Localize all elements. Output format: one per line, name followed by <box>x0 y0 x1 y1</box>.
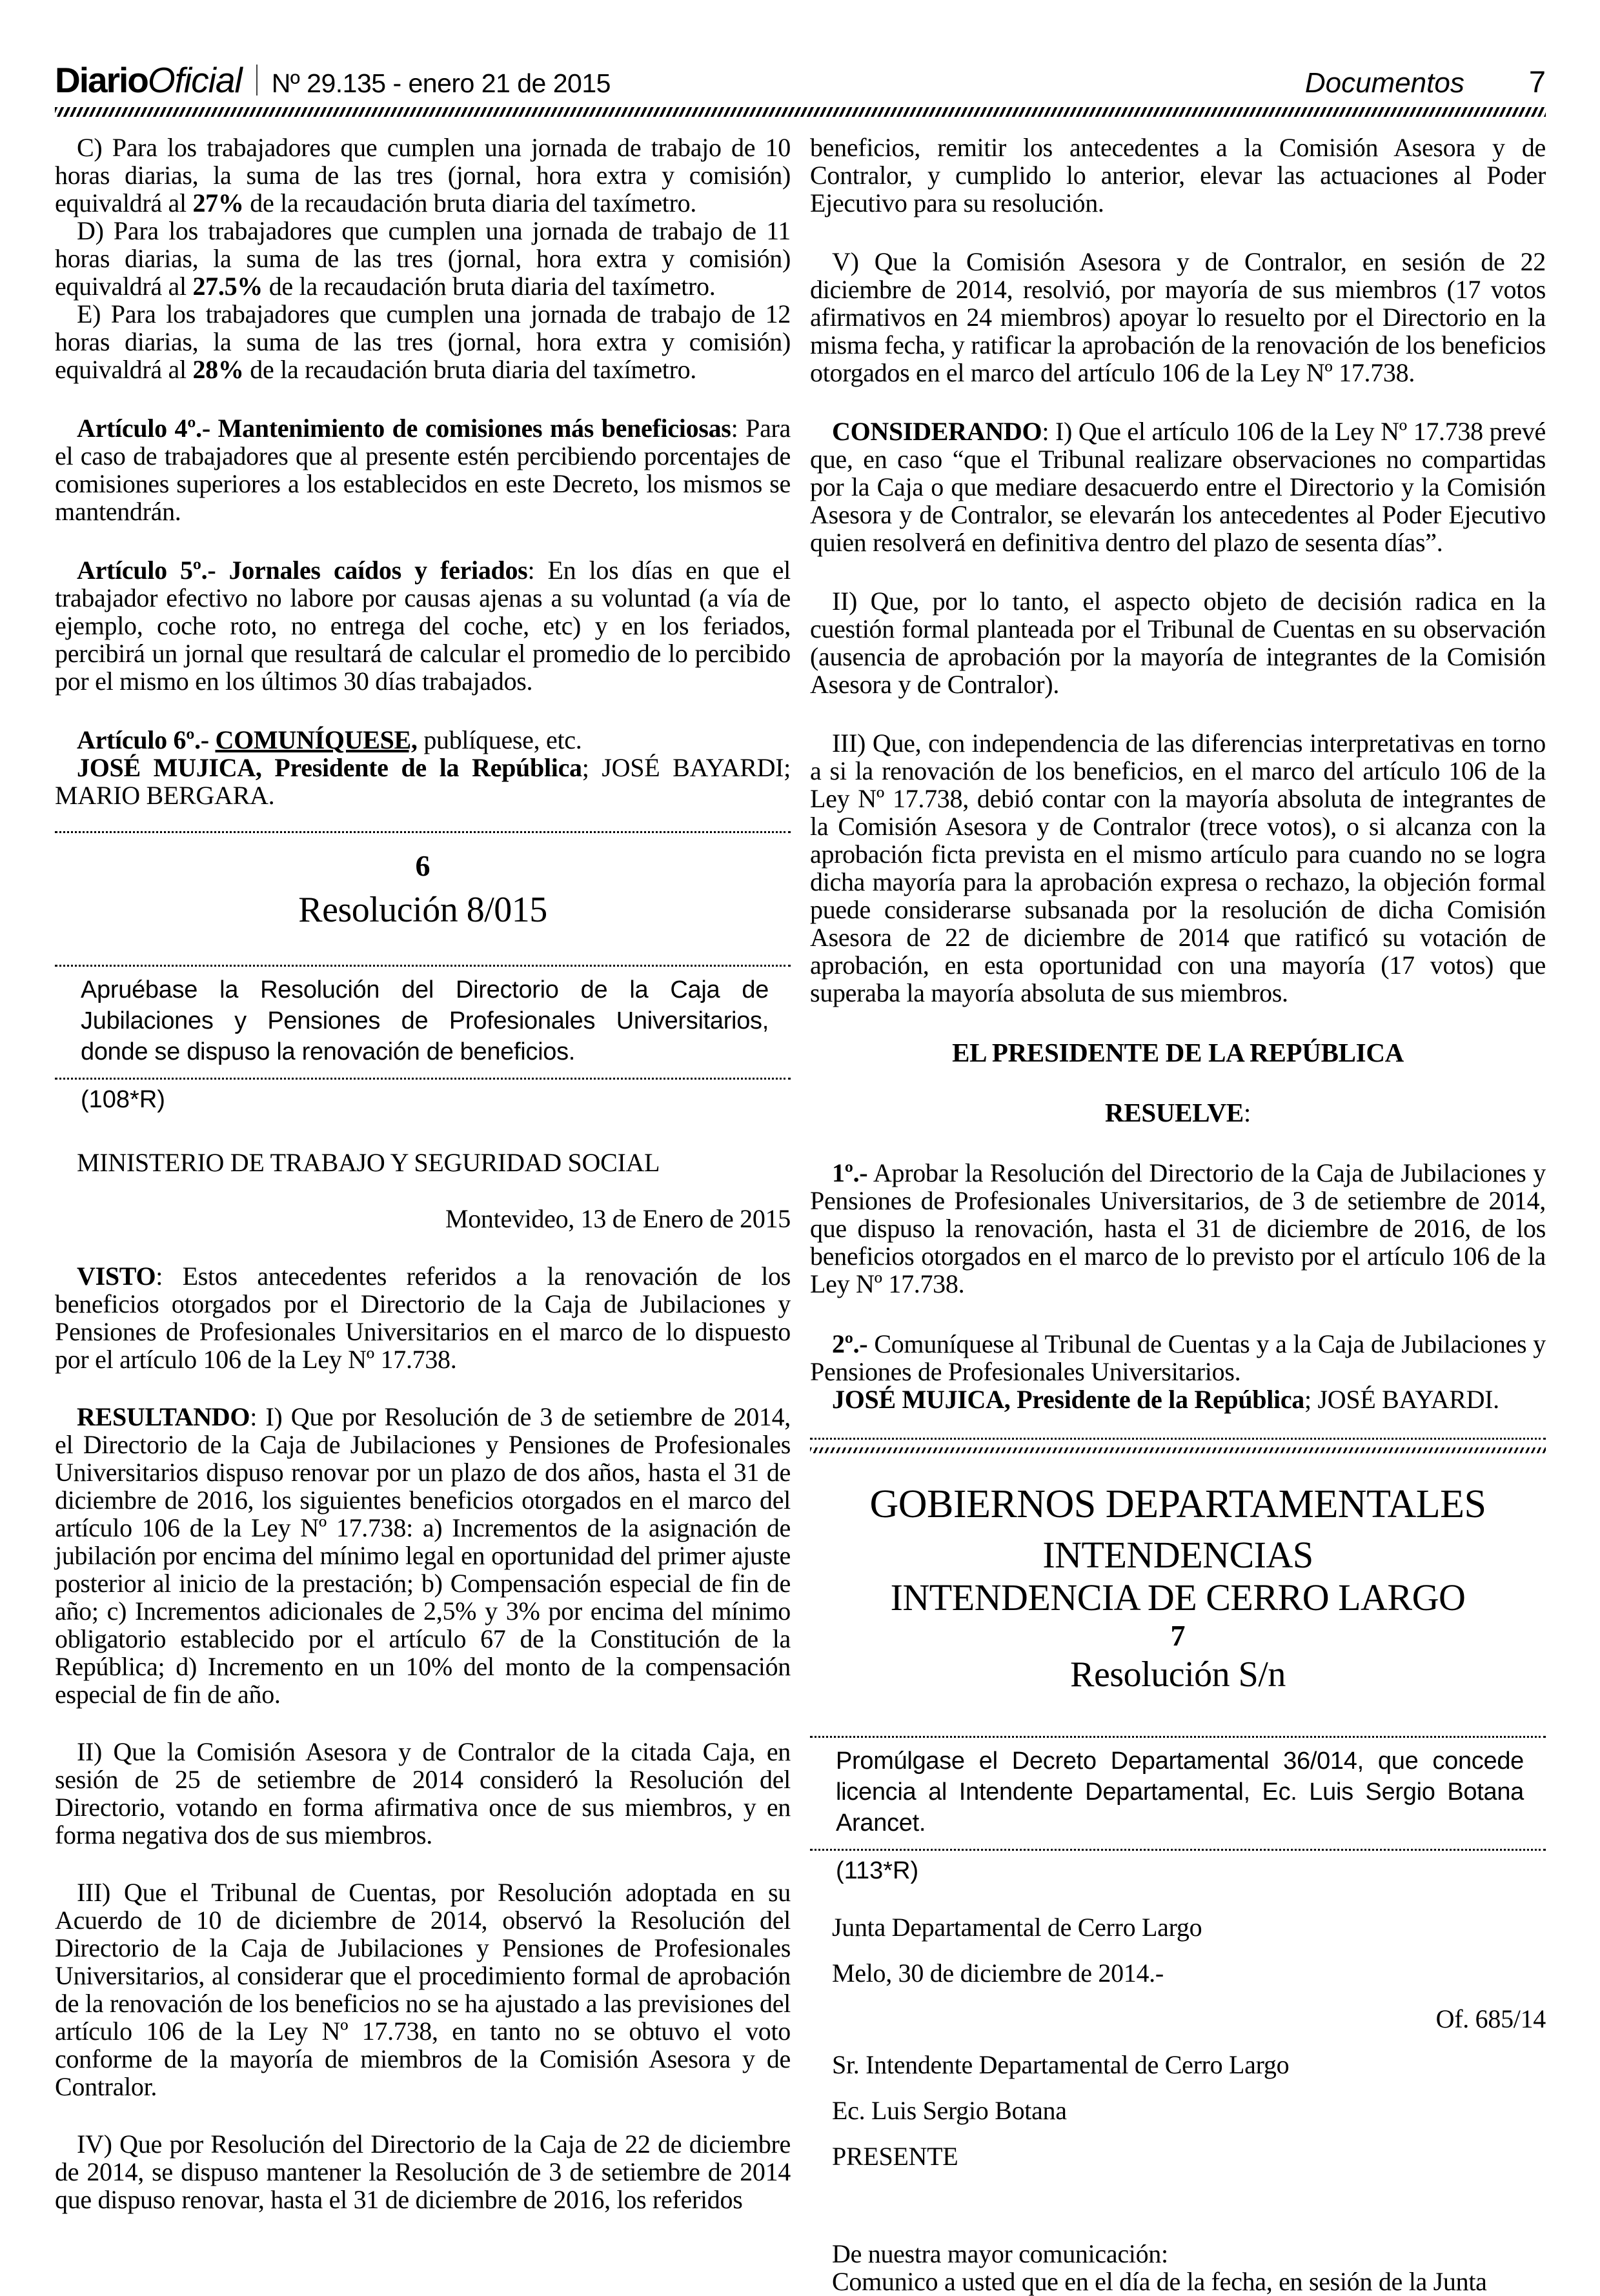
page-number: 7 <box>1528 65 1546 99</box>
masthead-bold: Diario <box>55 60 148 100</box>
continuation-paragraph: beneficios, remitir los antecedentes a la Comisión Asesora y de Contralor, y cumplido lo anterior, elevar las actuaciones al Poder Ejecutivo para su resolución. <box>810 133 1546 217</box>
letter-junta-line: Junta Departamental de Cerro Largo <box>832 1913 1202 1942</box>
resolution-title: Resolución 8/015 <box>298 890 547 930</box>
dateline: Montevideo, 13 de Enero de 2015 <box>445 1204 791 1233</box>
masthead-logo <box>55 59 242 101</box>
cerro-largo-heading: INTENDENCIA DE CERRO LARGO <box>890 1576 1466 1618</box>
considerando-ii-paragraph: II) Que, por lo tanto, el aspecto objeto de decisión radica en la cuestión formal planteada por el Tribunal de Cuentas en su observación (ausencia de aprobación por la mayoría de integrantes de la Comisión Asesora y de Contralor). <box>810 587 1546 699</box>
dotted-separator <box>55 831 791 833</box>
header-right <box>1305 64 1546 99</box>
letter-addressee-line: Sr. Intendente Departamental de Cerro Largo <box>832 2050 1290 2079</box>
issue-number: Nº 29.135 - enero 21 de 2015 <box>271 68 611 98</box>
article-4-paragraph: Artículo 4º.- Mantenimiento de comisiones más beneficiosas: Para el caso de trabajadores que al presente estén percibiendo porcentajes de comisiones superiores a los establecidos en este Decreto, los mismos se mantendrán. <box>55 414 791 526</box>
reference-code: (113*R) <box>836 1857 919 1884</box>
resolution-number: 6 <box>415 849 430 882</box>
summary-box: Apruébase la Resolución del Directorio de la Caja de Jubilaciones y Pensiones de Profesionales Universitarios, donde se dispuso la renovación de beneficios. <box>55 965 791 1080</box>
header-hatch-rule <box>55 107 1546 117</box>
resultando-paragraph: RESULTANDO: I) Que por Resolución de 3 de setiembre de 2014, el Directorio de la Caja de Jubilaciones y Pensiones de Profesionales Universitarios dispuso renovar por un plazo de dos años, hasta el 31 de diciembre de 2016, los siguientes beneficios otorgados en el marco del artículo 106 de la Ley Nº 17.738: a) Incrementos de la asignación de jubilación por encima del mínimo legal en oportunidad del primer ajuste posterior al inicio de la prestación; b) Compensación especial de fin de año; c) Incrementos adicionales de 2,5% y 3% por encima del mínimo obligatorio establecido por el artículo 67 de la Constitución de la República; d) Incremento en un 10% del monto de la compensación especial de fin de año. <box>55 1402 791 1709</box>
item-e-paragraph: E) Para los trabajadores que cumplen una jornada de trabajo de 12 horas diarias, la suma de las tres (jornal, hora extra y comisión) equivaldrá al 28% de la recaudación bruta diaria del taxímetro. <box>55 299 791 384</box>
gov-departamentales-heading: GOBIERNOS DEPARTAMENTALES <box>869 1482 1486 1526</box>
left-column <box>55 134 791 2295</box>
letter-body-line: Comunico a usted que en el día de la fecha, en sesión de la Junta <box>832 2267 1487 2296</box>
resolution-title: Resolución S/n <box>1070 1655 1286 1695</box>
ministry-line: MINISTERIO DE TRABAJO Y SEGURIDAD SOCIAL <box>77 1148 660 1177</box>
right-column <box>810 134 1546 2295</box>
header-divider-bar <box>256 65 258 96</box>
letter-salutation-line: De nuestra mayor comunicación: <box>832 2239 1168 2268</box>
considerando-paragraph: CONSIDERANDO: I) Que el artículo 106 de la Ley Nº 17.738 prevé que, en caso “que el Tribunal realizare observaciones no compartidas por la Caja o que mediare desacuerdo entre el Directorio y la Comisión Asesora y de Contralor, se elevarán los antecedentes al Poder Ejecutivo quien resolverá en definitiva dentro del plazo de sesenta días”. <box>810 417 1546 557</box>
letter-presente-line: PRESENTE <box>832 2142 958 2171</box>
resuelve-2-paragraph: 2º.- Comuníquese al Tribunal de Cuentas y a la Caja de Jubilaciones y Pensiones de Profesionales Universitarios. <box>810 1329 1546 1386</box>
resultando-ii-paragraph: II) Que la Comisión Asesora y de Contralor de la citada Caja, en sesión de 25 de setiembre de 2014 consideró la Resolución del Directorio, votando en forma afirmativa once de sus miembros, y en forma negativa dos de sus miembros. <box>55 1737 791 1849</box>
item-c-paragraph: C) Para los trabajadores que cumplen una jornada de trabajo de 10 horas diarias, la suma de las tres (jornal, hora extra y comisión) equivaldrá al 27% de la recaudación bruta diaria del taxímetro. <box>55 133 791 217</box>
hatch-separator <box>810 1447 1546 1453</box>
letter-place-date-line: Melo, 30 de diciembre de 2014.- <box>832 1959 1164 1988</box>
resuelve-heading: RESUELVE: <box>1105 1098 1251 1127</box>
letter-oficio-number: Of. 685/14 <box>1435 2004 1546 2033</box>
resultando-iii-paragraph: III) Que el Tribunal de Cuentas, por Resolución adoptada en su Acuerdo de 10 de diciembre de 2014, observó la Resolución del Directorio de la Caja de Jubilaciones y Pensiones de Profesionales Universitarios, al considerar que el procedimiento formal de aprobación de la renovación de los beneficios no se ha ajustado a las previsiones del artículo 106 de la Ley Nº 17.738, en tanto no se obtuvo el voto conforme de la mayoría de miembros de la Comisión Asesora y de Contralor. <box>55 1878 791 2101</box>
page-header <box>55 59 1546 101</box>
masthead-italic: Oficial <box>147 60 242 100</box>
visto-paragraph: VISTO: Estos antecedentes referidos a la renovación de los beneficios otorgados por el Directorio de la Caja de Jubilaciones y Pensiones de Profesionales Universitarios en el marco de lo dispuesto por el artículo 106 de la Ley Nº 17.738. <box>55 1262 791 1374</box>
considerando-iii-paragraph: III) Que, con independencia de las diferencias interpretativas en torno a si la renovación de los beneficios, en el marco del artículo 106 de la Ley Nº 17.738, debió contar con la mayoría absoluta de integrantes de la Comisión Asesora y de Contralor (trece votos), o si alcanza con la aprobación ficta prevista en el mismo artículo para cuando no se logra dicha mayoría para la aprobación expresa o rechazo, la objeción formal puede considerarse subsanada por la resolución de dicha Comisión Asesora de 22 de diciembre de 2014 que ratificó su votación de aprobación, en esta oportunidad con una mayoría (17 votos) que superaba la mayoría absoluta de sus miembros. <box>810 729 1546 1007</box>
article-5-paragraph: Artículo 5º.- Jornales caídos y feriados: En los días en que el trabajador efectivo no labore por causas ajenas a su voluntad (a vía de ejemplo, coche roto, no entrega del coche, etc) y en los feriados, percibirá un jornal que resultará de calcular el promedio de lo percibido por el mismo en los últimos 30 días trabajados. <box>55 556 791 696</box>
dotted-separator <box>810 1438 1546 1440</box>
resolution-number: 7 <box>1170 1619 1186 1652</box>
letter-name-line: Ec. Luis Sergio Botana <box>832 2096 1067 2125</box>
item-d-paragraph: D) Para los trabajadores que cumplen una jornada de trabajo de 11 horas diarias, la suma de las tres (jornal, hora extra y comisión) equivaldrá al 27.5% de la recaudación bruta diaria del taxímetro. <box>55 216 791 301</box>
section-label: Documentos <box>1304 67 1464 99</box>
signature-line: JOSÉ MUJICA, Presidente de la República; JOSÉ BAYARDI. <box>832 1385 1499 1414</box>
resultando-iv-paragraph: IV) Que por Resolución del Directorio de la Caja de 22 de diciembre de 2014, se dispuso mantener la Resolución de 3 de setiembre de 2014 que dispuso renovar, hasta el 31 de diciembre de 2016, los referidos <box>55 2130 791 2214</box>
resuelve-1-paragraph: 1º.- Aprobar la Resolución del Directorio de la Caja de Jubilaciones y Pensiones de Profesionales Universitarios, de 3 de setiembre de 2014, que dispuso la renovación, hasta el 31 de diciembre de 2016, de los beneficios otorgados en el marco de lo previsto por el artículo 106 de la Ley Nº 17.738. <box>810 1158 1546 1298</box>
summary-box: Promúlgase el Decreto Departamental 36/014, que concede licencia al Intendente Departamental, Ec. Luis Sergio Botana Arancet. <box>810 1736 1546 1851</box>
intendencias-heading: INTENDENCIAS <box>1042 1534 1313 1576</box>
article-6-paragraph: Artículo 6º.- COMUNÍQUESE, publíquese, etc. <box>77 725 582 754</box>
president-heading: EL PRESIDENTE DE LA REPÚBLICA <box>952 1038 1404 1067</box>
two-column-body <box>55 134 1546 2295</box>
signature-line: JOSÉ MUJICA, Presidente de la República; JOSÉ BAYARDI; MARIO BERGARA. <box>55 753 791 810</box>
resultando-v-paragraph: V) Que la Comisión Asesora y de Contralor, en sesión de 22 diciembre de 2014, resolvió, por mayoría de sus miembros (17 votos afirmativos en 24 miembros) apoyar lo resuelto por el Directorio en la misma fecha, y ratificar la aprobación de la renovación de los beneficios otorgados en el marco del artículo 106 de la Ley Nº 17.738. <box>810 247 1546 387</box>
reference-code: (108*R) <box>81 1086 165 1113</box>
